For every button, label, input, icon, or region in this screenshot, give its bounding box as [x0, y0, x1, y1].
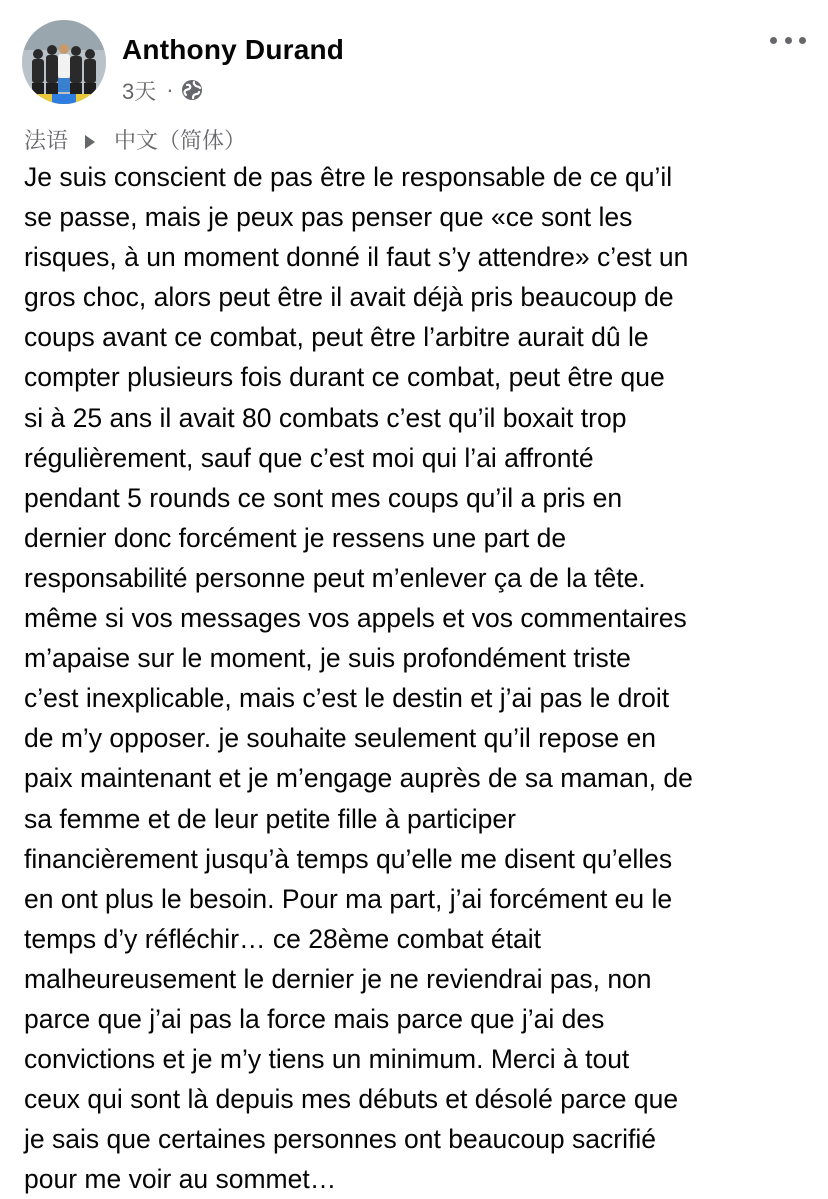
post-text-line: en ont plus le besoin. Pour ma part, j’ai forcément eu le [24, 883, 673, 914]
source-language: 法语 [24, 128, 69, 154]
post-text-line: temps d’y réfléchir… ce 28ème combat était [24, 923, 541, 954]
meta-separator: · [166, 77, 174, 102]
avatar[interactable] [22, 20, 106, 104]
post-text-line: responsabilité personne peut m’enlever ça de la tête. [24, 562, 646, 593]
post-text-line: gros choc, alors peut être il avait déjà pris beaucoup de [24, 282, 674, 313]
author-name[interactable]: Anthony Durand [122, 34, 345, 65]
post-text-line: parce que j’ai pas la force mais parce que j’ai des [24, 1003, 605, 1034]
post-text-line: dernier donc forcément je ressens une part de [24, 522, 567, 553]
post-text-line: ceux qui sont là depuis mes débuts et désolé parce que [24, 1084, 679, 1115]
post-header [22, 20, 812, 106]
post-text-line: coups avant ce combat, peut être l’arbitre aurait dû le [24, 322, 649, 353]
post-text-line: compter plusieurs fois durant ce combat, peut être que [24, 362, 665, 393]
post-text-line: convictions et je m’y tiens un minimum. Merci à tout [24, 1044, 630, 1075]
post-body [24, 157, 814, 1199]
post-text-line: m’apaise sur le moment, je suis profondément triste [24, 643, 631, 674]
post-text-line: Je suis conscient de pas être le responsable de ce qu’il [24, 162, 673, 192]
translation-bar[interactable] [24, 124, 246, 154]
post-text-line: malheureusement le dernier je ne reviendrai pas, non [24, 963, 652, 994]
post-text-line: se passe, mais je peux pas penser que «ce sont les [24, 202, 633, 233]
more-options-icon[interactable] [770, 30, 806, 50]
post-text-line: paix maintenant et je m’engage auprès de sa maman, de [24, 763, 693, 794]
post-text-line: je sais que certaines personnes ont beaucoup sacrifié [24, 1124, 656, 1155]
post-time[interactable]: 3天 [122, 78, 157, 104]
post-text-line: pour me voir au sommet… [24, 1164, 337, 1195]
avatar-photo [22, 20, 106, 104]
more-dot [770, 37, 777, 44]
more-dot [785, 37, 792, 44]
post-text-line: si à 25 ans il avait 80 combats c’est qu’il boxait trop [24, 402, 627, 433]
post-text-line: c’est inexplicable, mais c’est le destin et j’ai pas le droit [24, 683, 670, 714]
play-arrow-icon [84, 131, 96, 147]
globe-icon[interactable] [180, 78, 204, 102]
post-text-line: risques, à un moment donné il faut s’y attendre» c’est un [24, 242, 689, 273]
more-dot [799, 37, 806, 44]
post-text-line: même si vos messages vos appels et vos commentaires [24, 603, 687, 634]
post-text-line: sa femme et de leur petite fille à participer [24, 803, 516, 834]
post-text-line: régulièrement, sauf que c’est moi qui l’ai affronté [24, 442, 594, 473]
post-text-line: de m’y opposer. je souhaite seulement qu’il repose en [24, 723, 656, 754]
post-text-line: pendant 5 rounds ce sont mes coups qu’il a pris en [24, 482, 623, 513]
target-language: 中文（简体） [114, 128, 247, 154]
post-text-line: financièrement jusqu’à temps qu’elle me disent qu’elles [24, 843, 673, 874]
post-meta [122, 76, 204, 104]
